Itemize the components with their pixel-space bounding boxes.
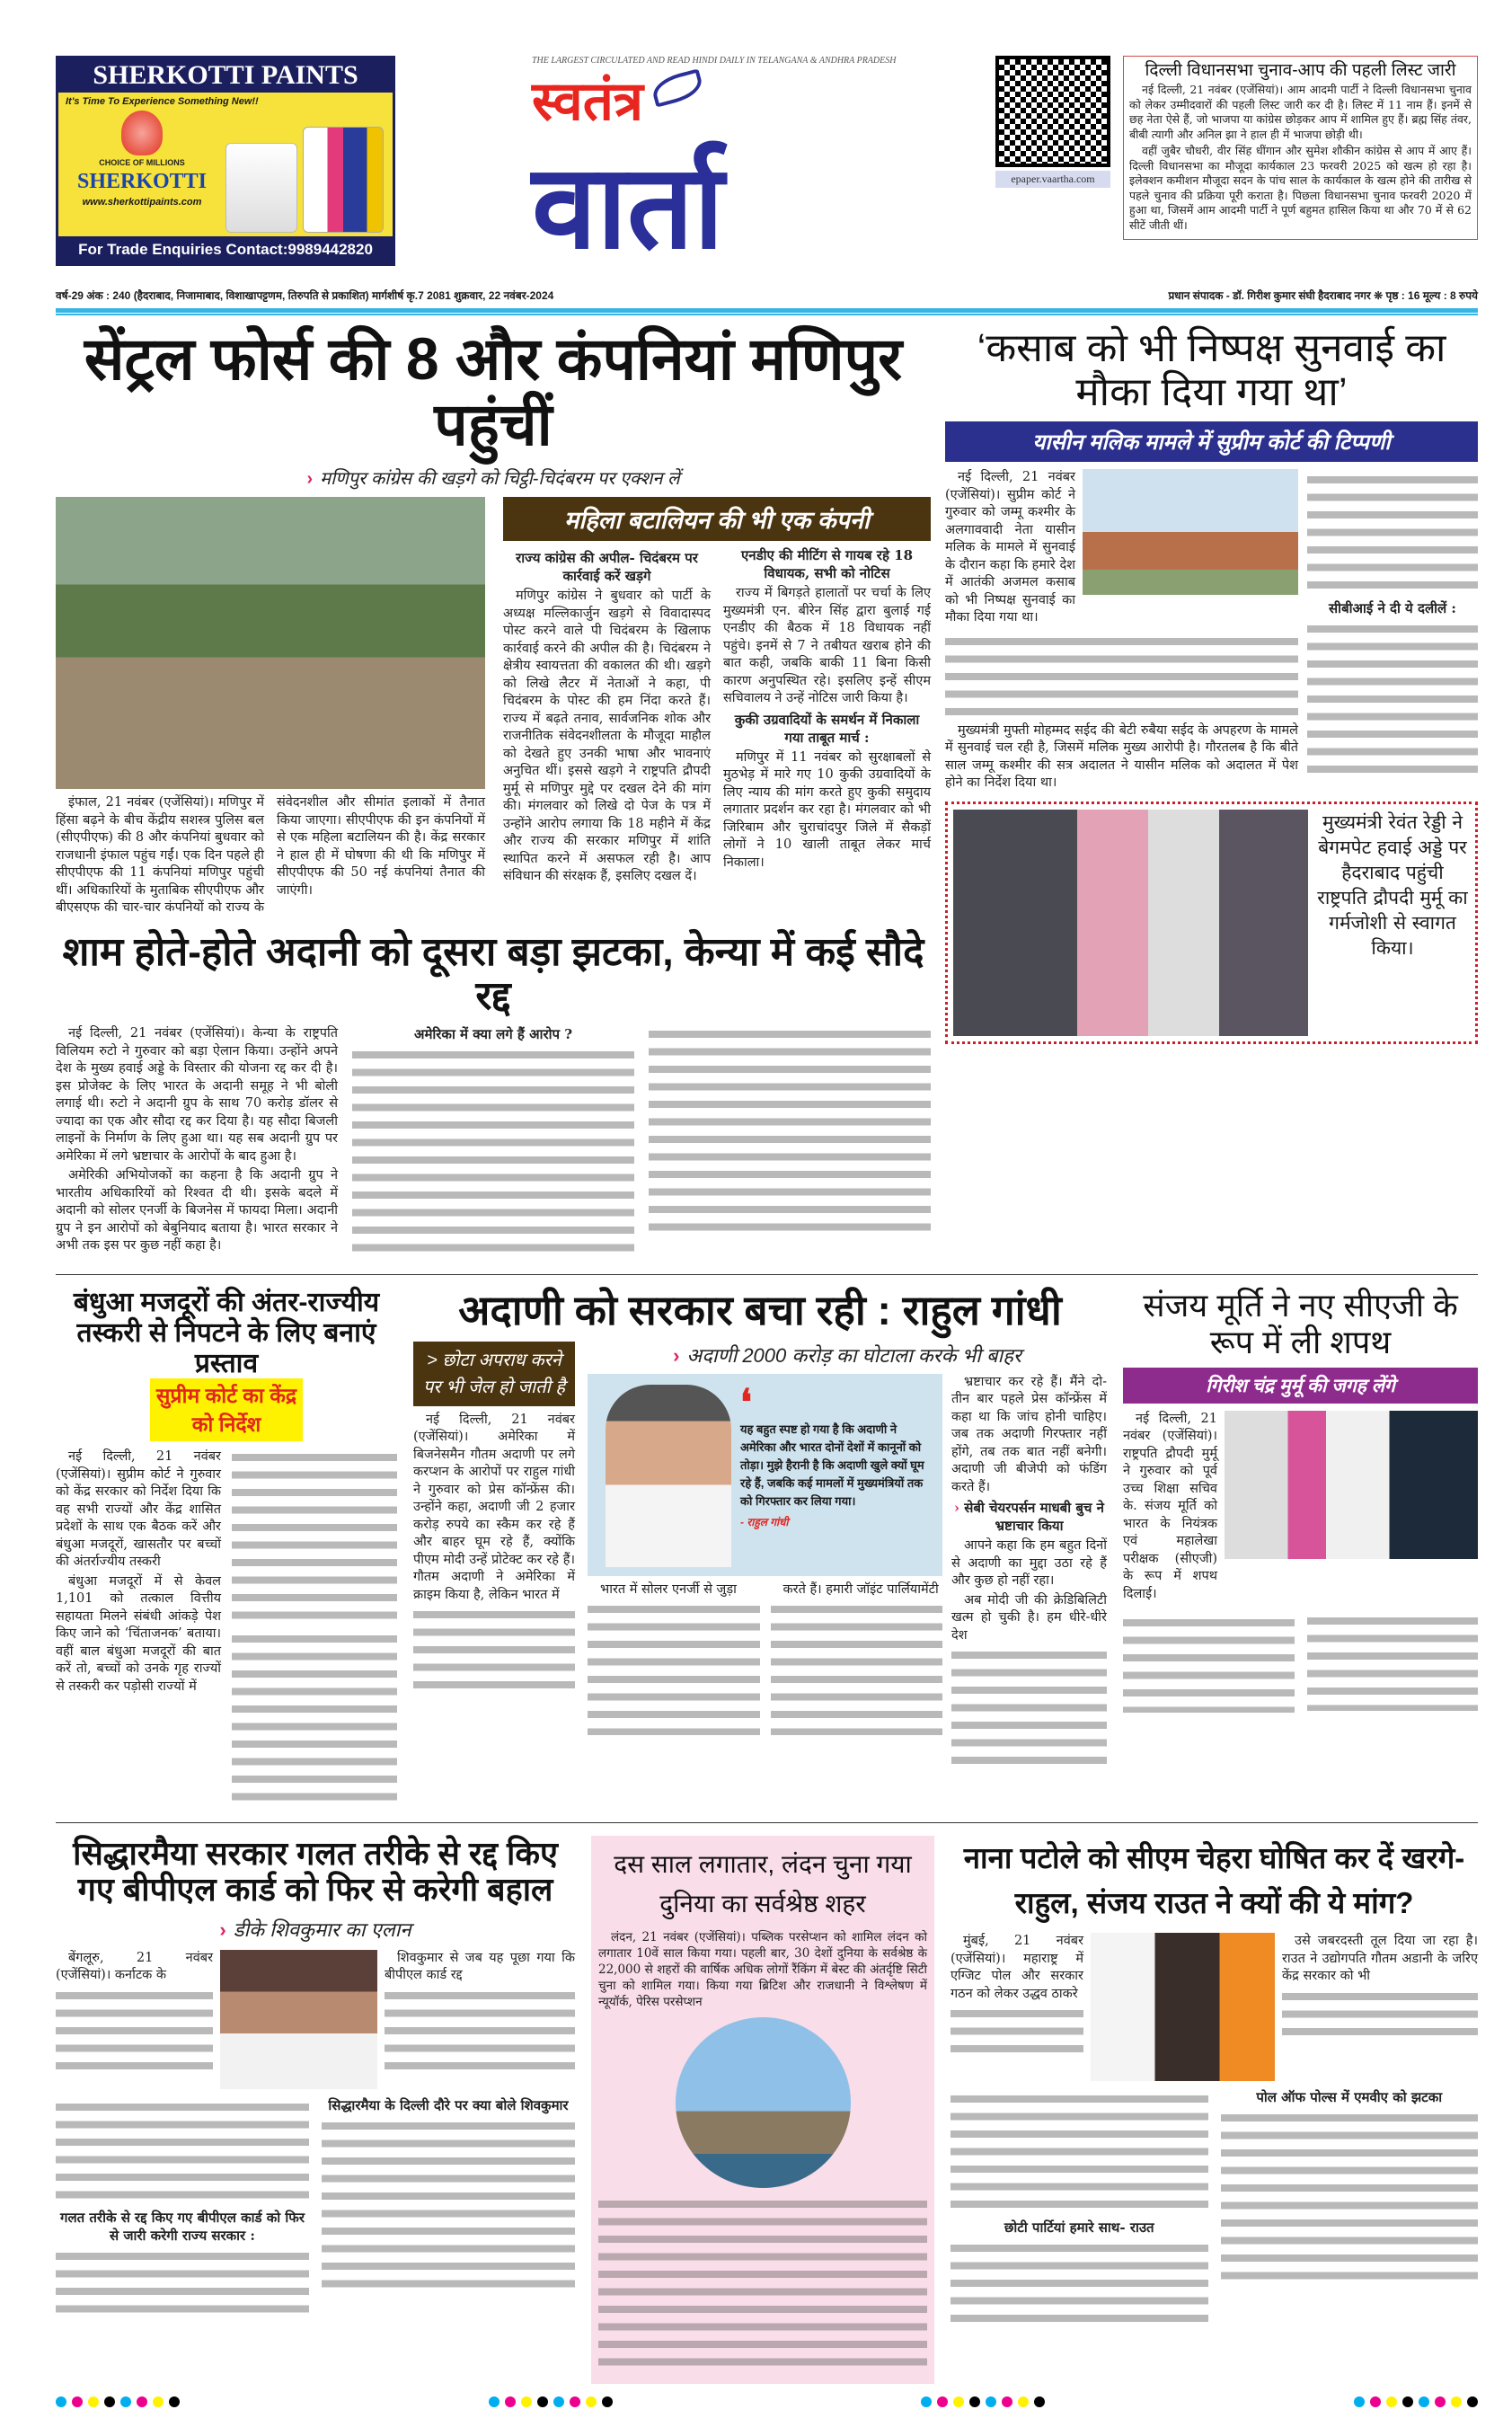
text-lines xyxy=(232,1630,397,1810)
siddaramaiah-body-bottom xyxy=(56,2096,575,2319)
kasab-body-right xyxy=(1307,469,1478,794)
london-p1: लंदन, 21 नवंबर (एजेंसियां)। पब्लिक परसेप्शन को शामिल लंदन को लगातार 10वें साल किया गया। पहली बार, 30 देशों दुनिया के सर्वश्रेष्ठ के 22,000 से शहरों की वार्षिक अधिक लोगों रैंकिंग में बेस्ट की अंतर्दृष्टि सिटी चुना को शामिल गया। किया गया ब्रिटिश और राजधानी ने विश्लेषण में न्यूयॉर्क, पेरिस परसेप्शन xyxy=(598,1930,927,2010)
color-dot xyxy=(1386,2396,1397,2407)
chevron-right-icon: › xyxy=(306,469,314,490)
adani-kenya-sub: अमेरिका में क्या लगे हैं आरोप ? xyxy=(413,1026,572,1043)
patole-sub1: छोटी पार्टियां हमारे साथ- राउत xyxy=(1004,2219,1154,2237)
text-lines xyxy=(951,2090,1208,2216)
murmu-welcome-photo xyxy=(953,810,1308,1036)
patole-body-left xyxy=(951,1933,1083,2081)
color-dot xyxy=(1354,2396,1365,2407)
color-dot xyxy=(986,2396,996,2407)
epaper-link[interactable]: epaper.vaartha.com xyxy=(995,171,1110,188)
shivakumar-photo xyxy=(220,1950,377,2089)
color-dot xyxy=(1370,2396,1381,2407)
sanjay-raut-photo xyxy=(1091,1933,1275,2081)
siddaramaiah-sub2: सिद्धारमैया के दिल्ली दौरे पर क्या बोले शिवकुमार xyxy=(328,2096,569,2113)
masthead-logo[interactable] xyxy=(532,69,985,280)
rahul-body-left xyxy=(413,1412,575,1696)
manipur-sub3: कुकी उग्रवादियों के समर्थन में निकाला गया ताबूत मार्च : xyxy=(734,711,920,746)
logo-main-word: वार्ता xyxy=(532,141,724,272)
color-dot xyxy=(1002,2396,1012,2407)
ear-paragraph: वहीं जुबैर चौधरी, वीर सिंह धींगान और सुमेश शौकीन कांग्रेस से आप में आए हैं। दिल्ली विधानसभा का मौजूदा कार्यकाल 23 फरवरी 2025 को खत्म हो रहा है। इलेक्शन कमीशन मौजूदा सदन के पांच साल के कार्यकाल के खत्म होने की तारीख से पहले चुनाव की प्रक्रिया पूरी कराता है। पिछला विधानसभा चुनाव फरवरी 2020 में हुआ था, जिसमें आम आदमी पार्टी ने पूर्ण बहुमत हासिल किया था और 70 में से 62 सीटें जीती थीं। xyxy=(1129,144,1472,232)
qr-code[interactable] xyxy=(995,56,1110,167)
color-dot xyxy=(72,2396,83,2407)
manipur-headline[interactable]: सेंट्रल फोर्स की 8 और कंपनियां मणिपुर पहुंचीं xyxy=(84,324,903,458)
rahul-p2: भ्रष्टाचार कर रहे हैं। मैंने दो-तीन बार पहले प्रेस कॉन्फ्रेंस में कहा था कि जांच होनी चाहिए। जब तक अदाणी गिरफ्तार नहीं होंगे, तब तक बात नहीं बनेगी। अदाणी जी बीजेपी को फंडिंग करते हैं। xyxy=(951,1374,1107,1494)
patole-body-right xyxy=(1282,1933,1478,2081)
dove-icon xyxy=(650,68,705,107)
kicker-text: मणिपुर कांग्रेस की खड़गे को चिट्ठी-चिदंबरम पर एक्शन लें xyxy=(320,469,680,490)
rahul-headline[interactable]: अदाणी को सरकार बचा रही : राहुल गांधी xyxy=(458,1287,1062,1334)
logo-top-word: स्वतंत्र xyxy=(532,71,644,131)
rahul-gandhi-quote-graphic xyxy=(588,1374,942,1576)
patole-story xyxy=(951,1836,1478,2384)
color-dot xyxy=(120,2396,131,2407)
sanjay-bar: गिरीश चंद्र मुर्मू की जगह लेंगे xyxy=(1123,1368,1478,1404)
siddaramaiah-body-left xyxy=(56,1950,213,2089)
color-dot xyxy=(1018,2396,1029,2407)
london-headline[interactable]: दस साल लगातार, लंदन चुना गया दुनिया का सर्वश्रेष्ठ शहर xyxy=(614,1850,912,1918)
color-dot xyxy=(602,2396,613,2407)
color-dot xyxy=(137,2396,147,2407)
registration-marks xyxy=(56,2396,1478,2409)
kasab-body-left xyxy=(945,469,1075,629)
manipur-box: महिला बटालियन की भी एक कंपनी xyxy=(503,497,931,541)
bandhua-story xyxy=(56,1288,397,1810)
text-lines xyxy=(951,2239,1208,2329)
rahul-photo xyxy=(606,1385,731,1567)
text-lines xyxy=(598,2195,927,2375)
paint-bucket-image xyxy=(225,143,297,233)
color-dot xyxy=(1451,2396,1462,2407)
rahul-p4: अब मोदी जी की क्रेडिबिलिटी खत्म हो चुकी है। हम धीरे-धीरे देश xyxy=(951,1592,1107,1643)
siddaramaiah-body-right xyxy=(385,1950,575,2089)
manipur-sub1: राज्य कांग्रेस की अपील- चिदंबरम पर कार्रवाई करें खड़गे xyxy=(516,550,698,585)
rahul-kicker xyxy=(588,1342,1107,1369)
dateline-left: वर्ष-29 अंक : 240 (हैदराबाद, निजामाबाद, विशाखापट्टणम, तिरुपति से प्रकाशित) मार्गशीर्ष कृ.7 2081 शुक्रवार, 22 नवंबर-2024 xyxy=(56,288,554,302)
masthead-rule xyxy=(56,308,1478,315)
ear-headline: दिल्ली विधानसभा चुनाव-आप की पहली लिस्ट जारी xyxy=(1145,61,1456,80)
text-lines xyxy=(1123,1614,1295,1713)
adani-kenya-p1: नई दिल्ली, 21 नवंबर (एजेंसियां)। केन्या के राष्ट्रपति विलियम रुटो ने गुरुवार को बड़ा ऐलान किया। उन्होंने अपने देश के मुख्य हवाई अड्डे के विस्तार की योजना रद्द कर दी है। इस प्रोजेक्ट के लिए भारत के अदानी समूह ने भी बोली लगाई थी। रुटो ने अदानी ग्रुप के साथ 70 करोड़ डॉलर से ज्यादा का एक और सौदा रद्द कर दिया है। यह सौदा बिजली लाइनों के निर्माण के लिए हुआ था। यह सब अदानी ग्रुप पर अमेरिका में लगे भ्रष्टाचार के आरोपों के बाद हुआ है। xyxy=(56,1026,338,1164)
sanjay-story xyxy=(1123,1288,1478,1810)
rahul-story xyxy=(413,1288,1107,1810)
text-lines xyxy=(1221,2109,1479,2289)
supreme-court-photo xyxy=(1083,469,1298,595)
color-dot xyxy=(88,2396,99,2407)
manipur-lead xyxy=(56,794,485,917)
bandhua-headline[interactable]: बंधुआ मजदूरों की अंतर-राज्यीय तस्करी से निपटने के लिए बनाएं प्रस्ताव xyxy=(73,1288,380,1378)
text-lines xyxy=(588,1600,760,1735)
rahul-quote: यह बहुत स्पष्ट हो गया है कि अदाणी ने अमेरिका और भारत दोनों देशों में कानूनों को तोड़ा। मुझे हैरानी है कि अदाणी खुले क्यों घूम रहे हैं, जबकि कई मामलों में मुख्यमंत्रियों तक को गिरफ्तार कर लिया गया। xyxy=(740,1422,924,1508)
color-dot xyxy=(1467,2396,1478,2407)
masthead-tagline: THE LARGEST CIRCULATED AND READ HINDI DAILY IN TELANGANA & ANDHRA PRADESH xyxy=(532,56,897,66)
patole-body-bottom xyxy=(951,2088,1478,2329)
kicker-text: अदाणी 2000 करोड़ का घोटाला करके भी बाहर xyxy=(686,1343,1021,1367)
kicker-text: डीके शिवकुमार का एलान xyxy=(233,1918,411,1941)
text-lines xyxy=(1307,620,1478,782)
paint-bucket-image xyxy=(303,127,384,233)
right-column xyxy=(945,326,1478,1262)
color-dot xyxy=(953,2396,964,2407)
bandhua-p1: नई दिल्ली, 21 नवंबर (एजेंसियां)। सुप्रीम कोर्ट ने गुरुवार को केंद्र सरकार को निर्देश दिया कि वह सभी राज्यों और केंद्र शासित प्रदेशों के साथ एक बैठक करें और बंधुआ मजदूरों, खासतौर पर बच्चों की अंतर्राज्यीय तस्करी xyxy=(56,1449,221,1570)
ad-contact: For Trade Enquiries Contact:9989442820 xyxy=(58,236,393,263)
text-lines xyxy=(649,1025,931,1241)
kasab-headline[interactable]: ‘कसाब को भी निष्पक्ष सुनवाई का मौका दिया गया था’ xyxy=(977,325,1446,414)
left-column xyxy=(56,326,931,1262)
text-lines xyxy=(56,2098,309,2206)
london-story-box xyxy=(591,1836,934,2384)
color-dot-group xyxy=(1354,2396,1478,2409)
color-dot xyxy=(1419,2396,1429,2407)
patole-headline[interactable]: नाना पटोले को सीएम चेहरा घोषित कर दें खरगे-राहुल, संजय राउत ने क्यों की ये मांग? xyxy=(963,1841,1465,1920)
color-dot xyxy=(153,2396,164,2407)
rahul-p6: करते हैं। हमारी जॉइंट पार्लियामेंटी xyxy=(783,1581,939,1597)
text-lines xyxy=(385,1987,575,2077)
chevron-right-icon: › xyxy=(673,1343,680,1367)
siddaramaiah-p2: शिवकुमार से जब यह पूछा गया कि बीपीएल कार्ड रद्द xyxy=(385,1950,575,1983)
siddaramaiah-story xyxy=(56,1836,575,2384)
text-lines xyxy=(56,2247,309,2319)
ad-brand: SHERKOTTI xyxy=(76,170,208,193)
siddaramaiah-p1: बेंगलूरु, 21 नवंबर (एजेंसियां)। कर्नाटक के xyxy=(56,1950,213,1983)
siddaramaiah-headline[interactable]: सिद्धारमैया सरकार गलत तरीके से रद्द किए गए बीपीएल कार्ड को फिर से करेगी बहाल xyxy=(73,1835,558,1909)
bandhua-body xyxy=(56,1448,397,1810)
adani-kenya-body xyxy=(56,1025,931,1262)
adani-kenya-headline[interactable]: शाम होते-होते अदानी को दूसरा बड़ा झटका, केन्या में कई सौदे रद्द xyxy=(62,929,924,1019)
text-lines xyxy=(322,2117,575,2297)
color-dot xyxy=(521,2396,532,2407)
text-lines xyxy=(945,633,1298,722)
ad-title: SHERKOTTI PAINTS xyxy=(58,58,393,93)
london-skyline-photo xyxy=(676,2017,851,2188)
supreme-court-box: सुप्रीम कोर्ट का केंद्र को निर्देश xyxy=(150,1378,303,1441)
middle-section xyxy=(56,1274,1478,1810)
text-lines xyxy=(1282,1988,1478,2042)
manipur-p2: राज्य में बिगड़ते हालातों पर चर्चा के लिए मुख्यमंत्री एन. बीरेन सिंह द्वारा बुलाई गई एनडीए की बैठक में 18 विधायक नहीं पहुंचे। इनमें से 7 ने तबीयत खराब होने की बात कही, जबकि बाकी 11 बिना किसी कारण अनुपस्थित रहे। इसलिए इन्हें सीएम सचिवालय ने उन्हें नोटिस जारी किया है। xyxy=(723,586,931,706)
manipur-forces-photo xyxy=(56,497,485,789)
sanjay-headline[interactable]: संजय मूर्ति ने नए सीएजी के रूप में ली शपथ xyxy=(1143,1287,1458,1360)
photo-caption: मुख्यमंत्री रेवंत रेड्डी ने बेगमपेट हवाई अड्डे पर हैदराबाद पहुंची राष्ट्रपति द्रौपदी मुर्मू का गर्मजोशी से स्वागत किया। xyxy=(1317,811,1468,959)
color-dot xyxy=(553,2396,564,2407)
color-dot-group xyxy=(921,2396,1045,2409)
top-section xyxy=(56,326,1478,1262)
manipur-p3: मणिपुर में 11 नवंबर को सुरक्षाबलों से मुठभेड़ में मारे गए 10 कुकी उग्रवादियों के लिए न्याय की मांग करते हुए कुकी समुदाय लगातार प्रदर्शन कर रहा है। मंगलवार को भी जिरिबाम और चुराचांदपुर जिले में सैकड़ों लोगों ने 10 खाली ताबूत लेकर मार्च निकाला। xyxy=(723,749,931,870)
rahul-box: > छोटा अपराध करने पर भी जेल हो जाती है xyxy=(413,1342,575,1406)
color-dot xyxy=(537,2396,548,2407)
photo-news-box xyxy=(945,802,1478,1044)
text-lines xyxy=(413,1606,575,1696)
text-lines xyxy=(1307,471,1478,597)
color-dot xyxy=(1402,2396,1413,2407)
manipur-body xyxy=(503,546,931,886)
siddaramaiah-kicker xyxy=(56,1916,575,1943)
color-dot xyxy=(169,2396,180,2407)
ad-tagline: It's Time To Experience Something New!! xyxy=(66,96,259,107)
siddaramaiah-sub1: गलत तरीके से रद्द किए गए बीपीएल कार्ड को फिर से जारी करेगी राज्य सरकार : xyxy=(60,2209,305,2244)
masthead xyxy=(406,56,985,280)
chevron-right-icon: › xyxy=(219,1918,226,1941)
quote-author: - राहुल गांधी xyxy=(740,1515,789,1528)
color-dot xyxy=(937,2396,948,2407)
kasab-body-bottom xyxy=(945,633,1298,793)
adani-kenya-p2: अमेरिकी अभियोजकों का कहना है कि अदानी ग्रुप ने भारतीय अधिकारियों को रिश्वत दी थी। इसके बदले में अदानी को सोलर एनर्जी के बिजनेस में फायदा मिला। अदानी ग्रुप ने इन आरोपों को बेबुनियाद बताया है। भारत सरकार ने अभी तक इस पर कुछ नहीं कहा है। xyxy=(56,1168,338,1253)
header xyxy=(56,56,1478,280)
color-dot xyxy=(921,2396,932,2407)
sub-text: सेबी चेयरपर्सन माधबी बुच ने भ्रष्टाचार किया xyxy=(964,1500,1104,1535)
color-dot xyxy=(505,2396,516,2407)
dateline-right: प्रधान संपादक - डॉ. गिरीश कुमार संघी हैदराबाद नगर ❊ पृष्ठ : 16 मूल्य : 8 रुपये xyxy=(1168,288,1478,302)
ear-story-box xyxy=(1123,56,1478,240)
text-lines xyxy=(56,1987,213,2077)
bandhua-p2: बंधुआ मजदूरों में से केवल 1,101 को तत्काल वित्तीय सहायता मिलने संबंधी आंकड़े पेश किए जाने को ‘चिंताजनक’ बताया। वहीं बाल बंधुआ मजदूरों की बात करें तो, बच्चों को उनके गृह राज्यों से तस्करी कर पड़ोसी राज्यों में xyxy=(56,1573,221,1694)
color-dot xyxy=(586,2396,597,2407)
patole-p1: मुंबई, 21 नवंबर (एजेंसियां)। महाराष्ट्र में एग्जिट पोल और सरकार गठन को लेकर उद्धव ठाकरे xyxy=(951,1934,1083,2001)
color-dot-group xyxy=(56,2396,180,2409)
ad-brand-tag: CHOICE OF MILLIONS xyxy=(99,158,185,167)
manipur-p1: मणिपुर कांग्रेस ने बुधवार को पार्टी के अध्यक्ष मल्लिकार्जुन खड़गे से विवादास्पद पोस्ट करने वाले पी चिदंबरम के खिलाफ कार्रवाई करने की अपील की है। चिदंबरम ने क्षेत्रीय स्वायत्तता की वकालत की थी। खड़गे को लिखे लैटर में नेताओं ने कहा, पी चिदंबरम के पोस्ट की हम निंदा करते हैं। राज्य में बढ़ते तनाव, सार्वजनिक शोक और राजनीतिक संवेदनशीलता के मौजूदा माहौल को देखते हुए उनकी भाषा और भावनाएं अनुचित थीं। इससे खड़गे ने राष्ट्रपति द्रौपदी मुर्मू से मणिपुर मुद्दे पर दखल देने की मांग की। मंगलवार को लिखे दो पेज के पत्र में उन्होंने आरोप लगाया कि 18 महीने में केंद्र और राज्य की सरकार मणिपुर में शांति स्थापित करने में असफल रही है। आप संविधान की संरक्षक हैं, इसलिए दखल दें। xyxy=(503,589,711,884)
color-dot xyxy=(570,2396,580,2407)
rahul-p3: आपने कहा कि हम बहुत दिनों से अदाणी का मुद्दा उठा रहे हैं और कुछ हो नहीं रहा। xyxy=(951,1538,1107,1589)
color-dot xyxy=(969,2396,980,2407)
kasab-sub: सीबीआई ने दी ये दलीलें : xyxy=(1329,600,1456,617)
kasab-tail: मुख्यमंत्री मुफ्ती मोहम्मद सईद की बेटी रुबैया सईद के अपहरण के मामले में सुनवाई चल रही है, जिसमें मलिक मुख्य आरोपी है। गौरतलब है कि बीते साल जम्मू कश्मीर की सत्र अदालत ने यासीन मलिक को अदालत में पेश होने का निर्देश दिया था। xyxy=(945,722,1298,791)
kasab-bar: यासीन मलिक मामले में सुप्रीम कोर्ट की टिप्पणी xyxy=(945,421,1478,462)
text-lines xyxy=(951,1646,1107,1772)
color-dot xyxy=(56,2396,66,2407)
quote-mark-icon: ❛ xyxy=(740,1380,752,1423)
ear-paragraph: नई दिल्ली, 21 नवंबर (एजेंसियां)। आम आदमी पार्टी ने दिल्ली विधानसभा चुनाव को लेकर उम्मीदवारों की पहली लिस्ट जारी कर दी है। लिस्ट में 11 नाम हैं। इनमें से छह नेता ऐसे हैं, जो भाजपा या कांग्रेस छोड़कर आप में शामिल हुए हैं। ब्रह्म सिंह तंवर, बीबी त्यागी और अनिल झा ने हाल ही में भाजपा छोड़ी थी। xyxy=(1129,83,1472,141)
rahul-p1: नई दिल्ली, 21 नवंबर (एजेंसियां)। अमेरिका में बिजनेसमैन गौतम अदाणी पर लगे करप्शन के आरोपों पर राहुल गांधी ने गुरुवार को प्रेस कॉन्फ्रेंस की। उन्होंने कहा, अदाणी जी 2 हजार करोड़ रुपये का स्कैम कर रहे हैं और बाहर घूम रहे हैं, क्योंकि पीएम मोदी उन्हें प्रोटेक्ट कर रहे हैं। गौतम अदाणी ने अमेरिका में क्राइम किया है, लेकिन भारत में xyxy=(413,1412,575,1602)
color-dot xyxy=(489,2396,500,2407)
manipur-sub2: एनडीए की मीटिंग से गायब रहे 18 विधायक, सभी को नोटिस xyxy=(740,547,914,582)
patole-p2: उसे जबरदस्ती तूल दिया जा रहा है। राउत ने उद्योगपति गौतम अडानी के जरिए केंद्र सरकार को भी xyxy=(1282,1934,1478,1984)
rahul-sub: › सेबी चेयरपर्सन माधबी बुच ने भ्रष्टाचार किया xyxy=(953,1500,1104,1535)
color-dot xyxy=(104,2396,115,2407)
lion-logo-icon xyxy=(121,111,163,155)
patole-sub2: पोल ऑफ पोल्स में एमवीए को झटका xyxy=(1256,2089,1443,2106)
text-lines xyxy=(232,1448,397,1628)
manipur-lead-text: इंफाल, 21 नवंबर (एजेंसियां)। मणिपुर में हिंसा बढ़ने के बीच केंद्रीय सशस्त्र पुलिस बल (सीएपीएफ) की 8 और कंपनियां बुधवार को राजधानी इंफाल पहुंच गईं। एक दिन पहले ही सीएपीएफ की 11 कंपनियां मणिपुर पहुंची थीं। अधिकारियों के मुताबिक सीएपीएफ और बीएसएफ की चार-चार कंपनियों को राज्य के संवेदनशील और सीमांत इलाकों में तैनात किया जाएगा। सीएपीएफ की इन कंपनियों में से एक महिला बटालियन की है। केंद्र सरकार ने हाल ही में घोषणा की थी कि मणिपुर में सीएपीएफ की 50 नई कंपनियां तैनात की जाएंगी। xyxy=(56,795,485,916)
text-lines xyxy=(1307,1612,1479,1711)
manipur-kicker xyxy=(56,465,931,490)
kasab-lead: नई दिल्ली, 21 नवंबर (एजेंसियां)। सुप्रीम कोर्ट ने गुरुवार को जम्मू कश्मीर के अलगाववादी नेता यासीन मलिक के मामले में सुनवाई के दौरान कहा कि हमारे देश में आतंकी अजमल कसाब को भी निष्पक्ष सुनवाई का मौका दिया गया था। xyxy=(945,470,1075,625)
ad-website[interactable]: www.sherkottipaints.com xyxy=(82,197,202,208)
text-lines xyxy=(951,2005,1083,2059)
sherkotti-ad[interactable] xyxy=(56,56,395,266)
text-lines xyxy=(771,1600,943,1735)
color-dot-group xyxy=(489,2396,613,2409)
sanjay-p1: नई दिल्ली, 21 नवंबर (एजेंसियां)। राष्ट्रपति द्रौपदी मुर्मू ने गुरुवार को पूर्व उच्च शिक्षा सचिव के. संजय मूर्ति को भारत के नियंत्रक एवं महालेखा परीक्षक (सीएजी) के रूप में शपथ दिलाई। xyxy=(1123,1411,1217,1601)
sanjay-body xyxy=(1123,1411,1217,1606)
color-dot xyxy=(1034,2396,1045,2407)
rahul-p5: भारत में सोलर एनर्जी से जुड़ा xyxy=(600,1581,737,1597)
cag-oath-photo xyxy=(1225,1411,1478,1559)
rahul-body-bottom xyxy=(588,1581,942,1736)
color-dot xyxy=(1435,2396,1446,2407)
bottom-section xyxy=(56,1822,1478,2384)
text-lines xyxy=(352,1046,634,1262)
rahul-body-right xyxy=(951,1374,1107,1773)
